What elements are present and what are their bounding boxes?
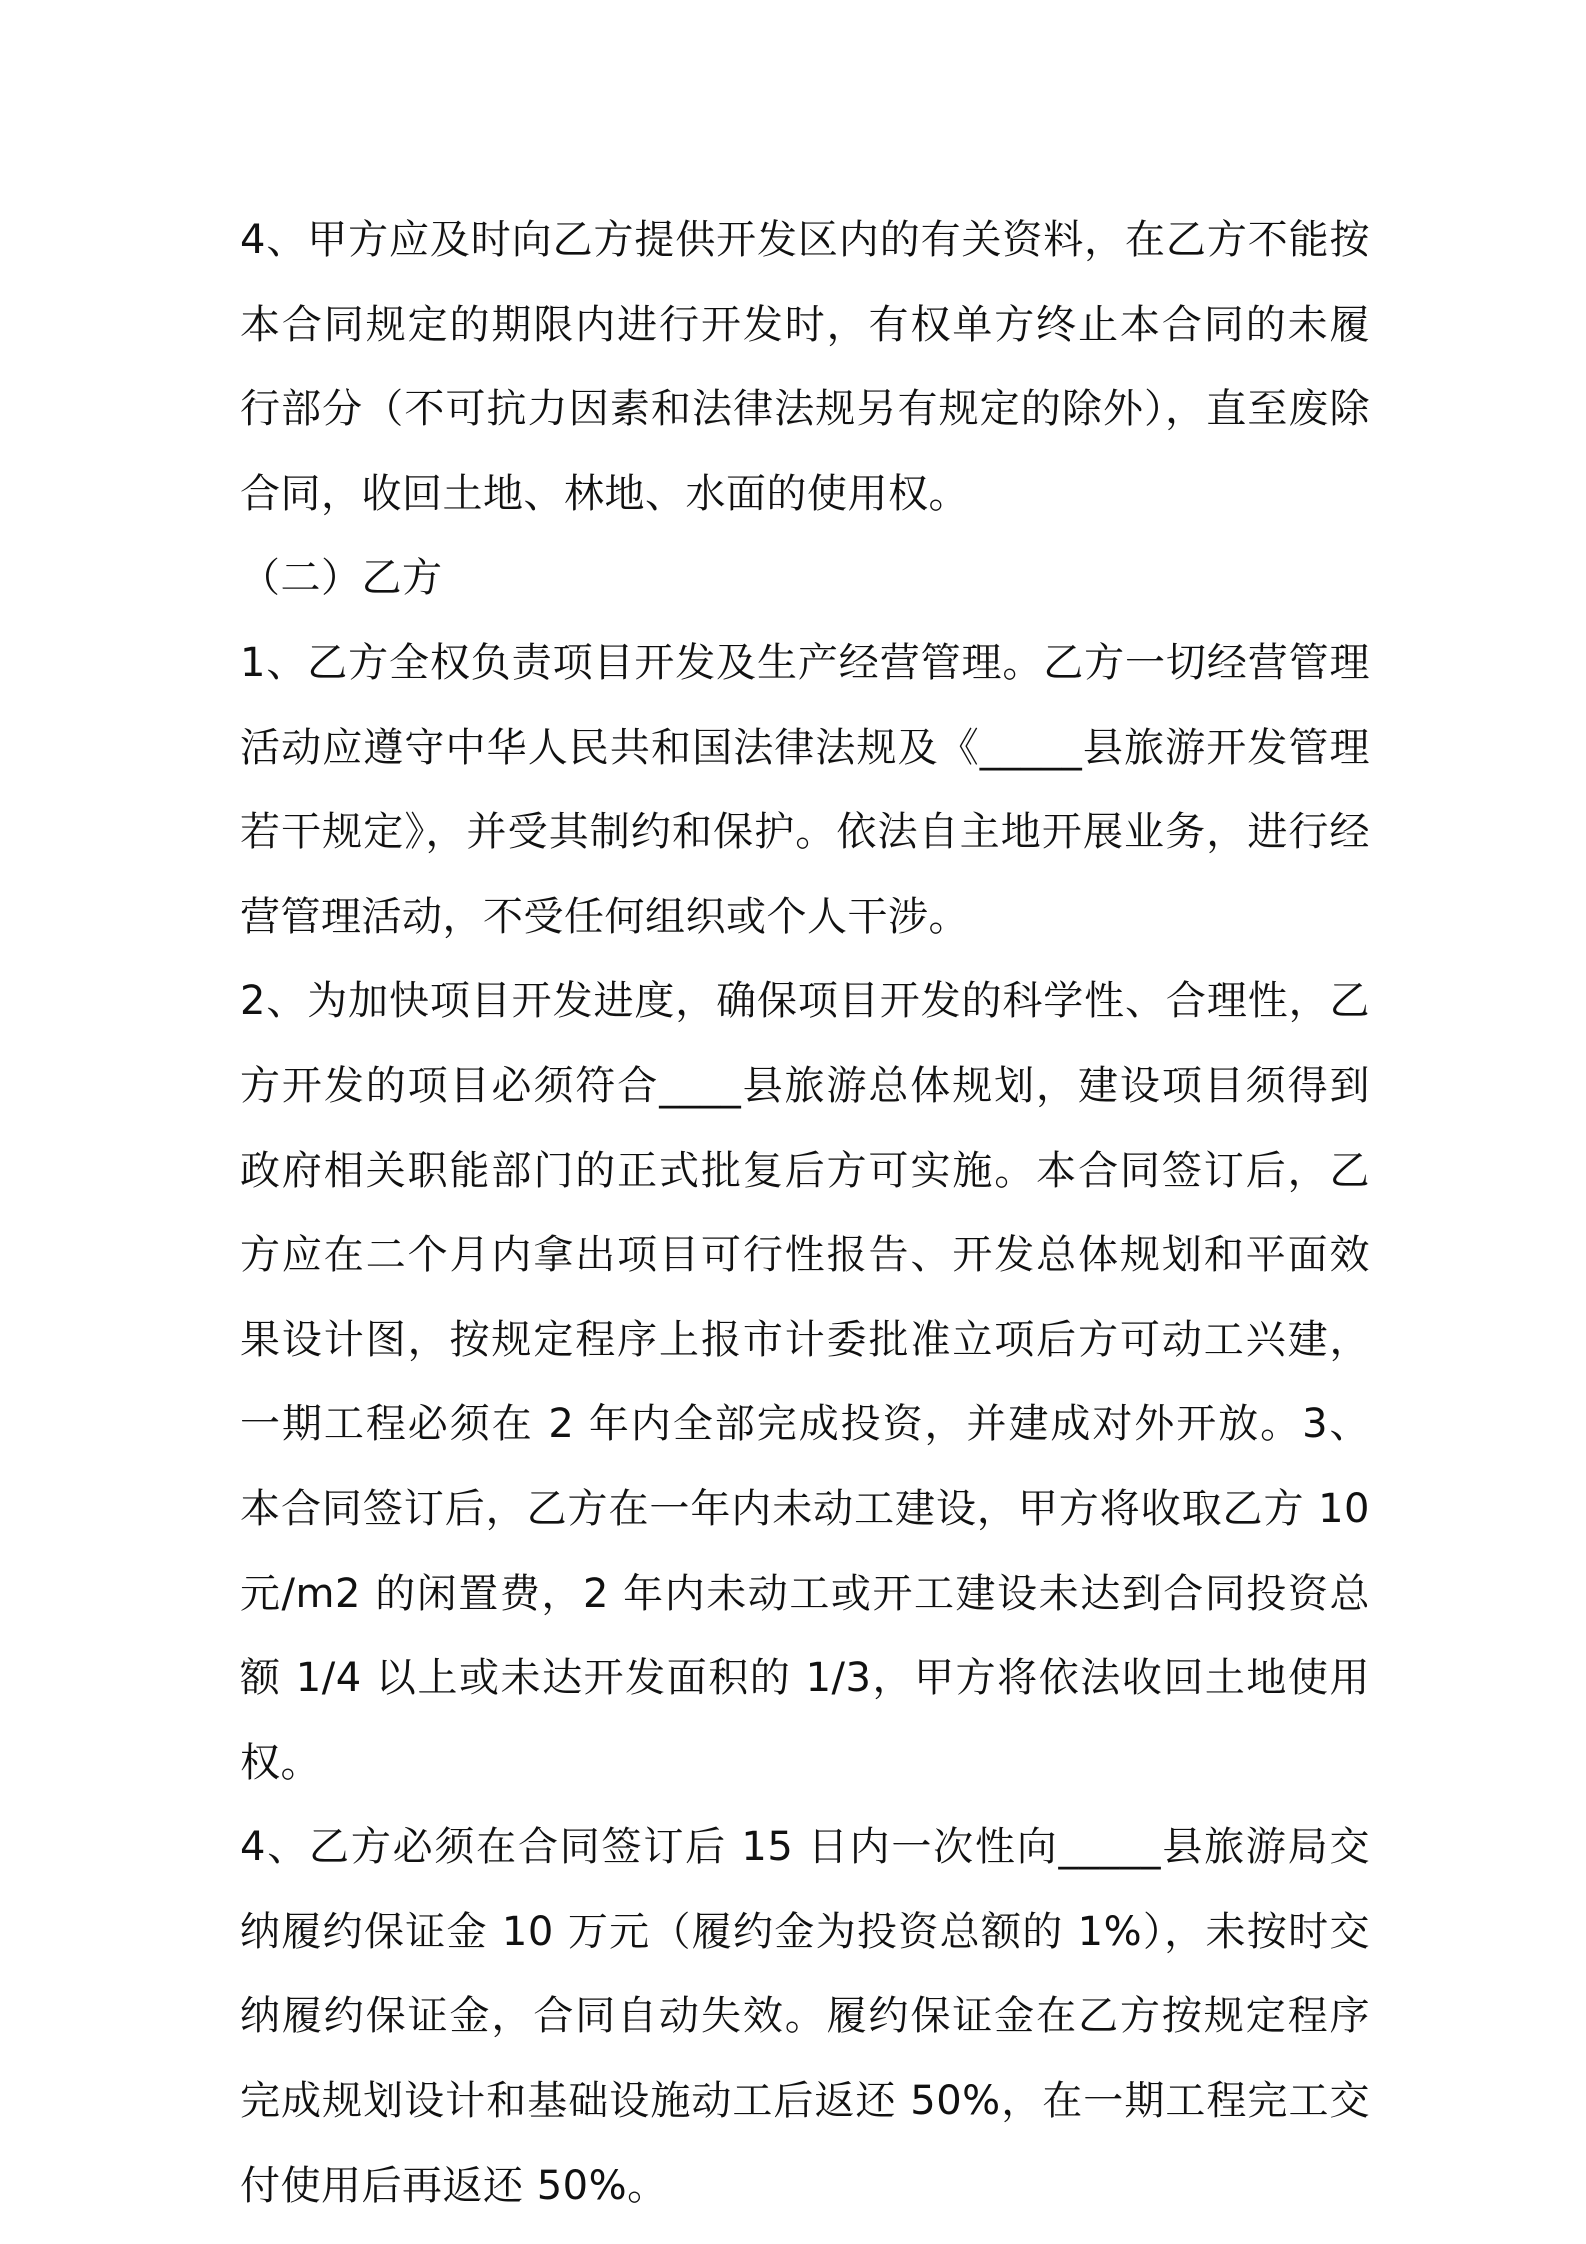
paragraph-party-b-clause-1: 1、乙方全权负责项目开发及生产经营管理。乙方一切经营管理活动应遵守中华人民共和国法律法规及《_____县旅游开发管理若干规定》，并受其制约和保护。依法自主地开展业务，进行经营管理活动，不受任何组织或个人干涉。 — [240, 639, 1370, 940]
section-heading-party-b: （二）乙方 — [240, 555, 443, 602]
paragraph-party-b-clause-4: 4、乙方必须在合同签订后 15 日内一次性向_____县旅游局交纳履约保证金 10 万元（履约金为投资总额的 1%），未按时交纳履约保证金，合同自动失效。履约保证金在乙方按规定程序完成规划设计和基础设施动工后返还 50%，在一期工程完工交付使用后再返还 50%。 — [240, 1824, 1370, 2209]
paragraph-party-a-clause-4: 4、甲方应及时向乙方提供开发区内的有关资料，在乙方不能按本合同规定的期限内进行开发时，有权单方终止本合同的未履行部分（不可抗力因素和法律法规另有规定的除外），直至废除合同，收回土地、林地、水面的使用权。 — [240, 217, 1370, 517]
paragraph-party-b-clause-2-3: 2、为加快项目开发进度，确保项目开发的科学性、合理性，乙方开发的项目必须符合____县旅游总体规划，建设项目须得到政府相关职能部门的正式批复后方可实施。本合同签订后，乙方应在二个月内拿出项目可行性报告、开发总体规划和平面效果设计图，按规定程序上报市计委批准立项后方可动工兴建，一期工程必须在 2 年内全部完成投资，并建成对外开放。3、本合同签订后，乙方在一年内未动工建设，甲方将收取乙方 10 元/m2 的闲置费，2 年内未动工或开工建设未达到合同投资总额 1/4 以上或未达开发面积的 1/3，甲方将依法收回土地使用权。 — [240, 978, 1370, 1786]
document-body — [240, 198, 1370, 2228]
